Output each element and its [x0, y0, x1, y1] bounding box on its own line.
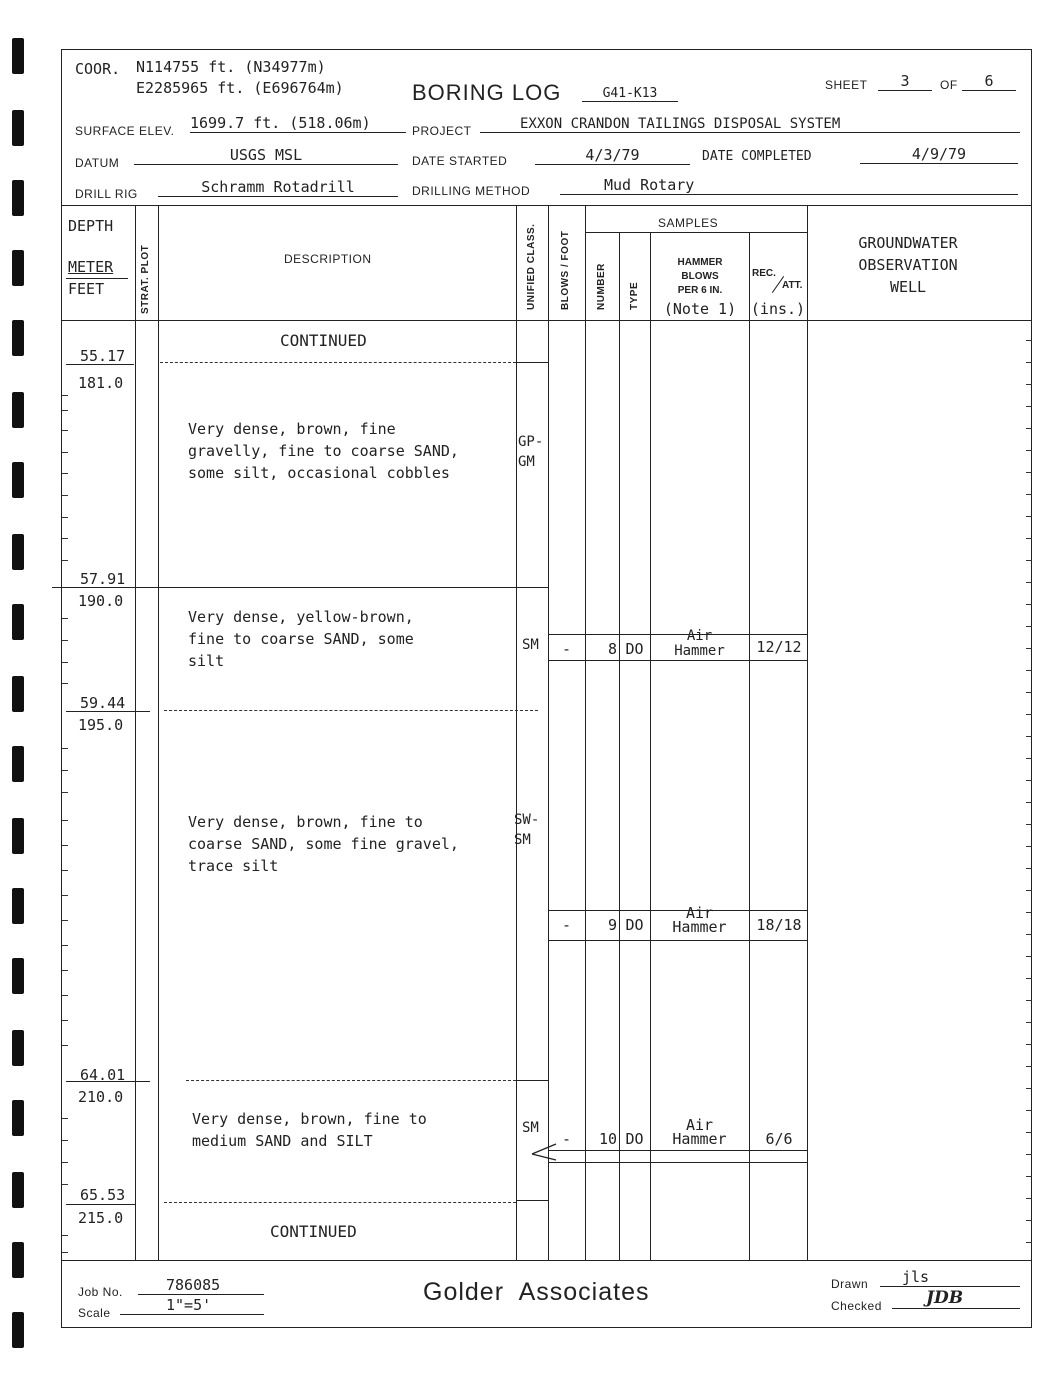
- scale-label: Scale: [78, 1306, 111, 1320]
- sample-hammer-2: Hammer: [672, 1130, 727, 1148]
- sample-number: 10: [598, 1130, 617, 1148]
- surface-elev-label: SURFACE ELEV.: [75, 124, 175, 138]
- coor-label: COOR.: [75, 60, 121, 78]
- company-name: Golder Associates: [423, 1278, 650, 1306]
- sheet-number: 3: [878, 72, 932, 91]
- job-label: Job No.: [78, 1285, 123, 1299]
- blows-foot-header: BLOWS / FOOT: [560, 230, 571, 310]
- drawn-by: jls: [880, 1268, 1020, 1287]
- checked-label: Checked: [831, 1299, 882, 1313]
- feet-header: FEET: [68, 280, 105, 298]
- project-label: PROJECT: [412, 124, 472, 138]
- depth-feet: 181.0: [78, 374, 124, 392]
- depth-feet: 190.0: [78, 592, 124, 610]
- date-started: 4/3/79: [535, 146, 690, 165]
- sheet-label: SHEET: [825, 78, 868, 92]
- drawn-label: Drawn: [831, 1277, 869, 1291]
- groundwater-header-3: WELL: [889, 278, 927, 296]
- unified-class-header: UNIFIED CLASS.: [526, 223, 537, 310]
- sample-blows: -: [561, 1130, 572, 1148]
- drill-rig-label: DRILL RIG: [75, 187, 138, 201]
- hammer-header-1: HAMMER: [677, 257, 723, 268]
- groundwater-header-2: OBSERVATION: [858, 256, 958, 274]
- sample-blows: -: [561, 916, 572, 934]
- sample-rec: 18/18: [756, 916, 802, 934]
- sample-hammer-1: Air: [685, 1116, 714, 1134]
- description-header: DESCRIPTION: [284, 252, 372, 266]
- hammer-header-2: BLOWS: [681, 271, 719, 282]
- surface-elev: 1699.7 ft. (518.06m): [190, 114, 406, 133]
- strat-plot-header: STRAT. PLOT: [140, 244, 151, 314]
- layer-description: Very dense, brown, fine to coarse SAND, some fine gravel, trace silt: [188, 813, 459, 875]
- depth-meter: 59.44: [80, 694, 126, 712]
- date-completed: 4/9/79: [860, 145, 1018, 164]
- drilling-method: Mud Rotary: [560, 176, 1018, 195]
- hammer-header-3: PER 6 IN.: [677, 285, 723, 296]
- sheet-total: 6: [962, 72, 1016, 91]
- layer-description: Very dense, yellow-brown, fine to coarse SAND, some silt: [188, 608, 414, 670]
- sample-rec: 12/12: [756, 638, 802, 656]
- drilling-method-label: DRILLING METHOD: [412, 184, 531, 198]
- scale-value: 1"=5': [120, 1296, 264, 1315]
- continued-bottom: CONTINUED: [270, 1222, 357, 1241]
- layer-description: Very dense, brown, fine gravelly, fine to coarse SAND, some silt, occasional cobbles: [188, 420, 459, 482]
- att-header: ATT.: [782, 280, 803, 291]
- job-number: 786085: [138, 1276, 264, 1295]
- sample-rec: 6/6: [765, 1130, 793, 1148]
- layer-class: GP- GM: [518, 434, 544, 470]
- boring-id: G41-K13: [582, 86, 678, 102]
- depth-feet: 210.0: [78, 1088, 124, 1106]
- datum-value: USGS MSL: [134, 146, 398, 165]
- sample-blows: -: [561, 640, 572, 658]
- layer-class: SM: [522, 637, 539, 653]
- page-title: BORING LOG: [412, 80, 562, 105]
- rec-header: REC.: [752, 268, 776, 279]
- sample-number: 9: [607, 916, 617, 934]
- layer-class: SW- SM: [514, 812, 540, 848]
- sample-type: DO: [625, 640, 644, 658]
- datum-label: DATUM: [75, 156, 120, 170]
- sample-hammer-1: Air: [686, 628, 713, 644]
- date-started-label: DATE STARTED: [412, 154, 508, 168]
- sample-hammer-2: Hammer: [672, 918, 727, 936]
- coor-north: N114755 ft. (N34977m): [136, 58, 326, 76]
- arrow-icon: [528, 1140, 558, 1166]
- depth-header: DEPTH: [68, 217, 114, 235]
- depth-feet: 215.0: [78, 1209, 124, 1227]
- sample-hammer-1: Air: [685, 904, 714, 922]
- ins-header: (ins.): [750, 300, 806, 318]
- layer-class: SM: [522, 1120, 539, 1136]
- number-header: NUMBER: [596, 263, 607, 310]
- depth-meter: 65.53: [80, 1186, 126, 1204]
- of-label: OF: [940, 78, 958, 92]
- groundwater-header-1: GROUNDWATER: [858, 234, 958, 252]
- checked-by: JDB: [892, 1288, 1020, 1309]
- drill-rig: Schramm Rotadrill: [158, 178, 398, 197]
- samples-header: SAMPLES: [658, 216, 719, 230]
- type-header: TYPE: [629, 281, 640, 310]
- coor-east: E2285965 ft. (E696764m): [136, 79, 344, 97]
- depth-meter: 64.01: [80, 1066, 126, 1084]
- note-header: (Note 1): [663, 300, 737, 318]
- sample-type: DO: [625, 1130, 644, 1148]
- depth-feet: 195.0: [78, 716, 124, 734]
- date-completed-label: DATE COMPLETED: [702, 149, 812, 164]
- sample-type: DO: [625, 916, 644, 934]
- project-name: EXXON CRANDON TAILINGS DISPOSAL SYSTEM: [480, 116, 1020, 133]
- sample-hammer-2: Hammer: [674, 643, 725, 659]
- sample-number: 8: [607, 640, 617, 658]
- meter-header: METER: [68, 258, 114, 276]
- depth-meter: 55.17: [80, 347, 126, 365]
- layer-description: Very dense, brown, fine to medium SAND and SILT: [192, 1110, 427, 1150]
- continued-top: CONTINUED: [280, 331, 367, 350]
- depth-meter: 57.91: [80, 570, 126, 588]
